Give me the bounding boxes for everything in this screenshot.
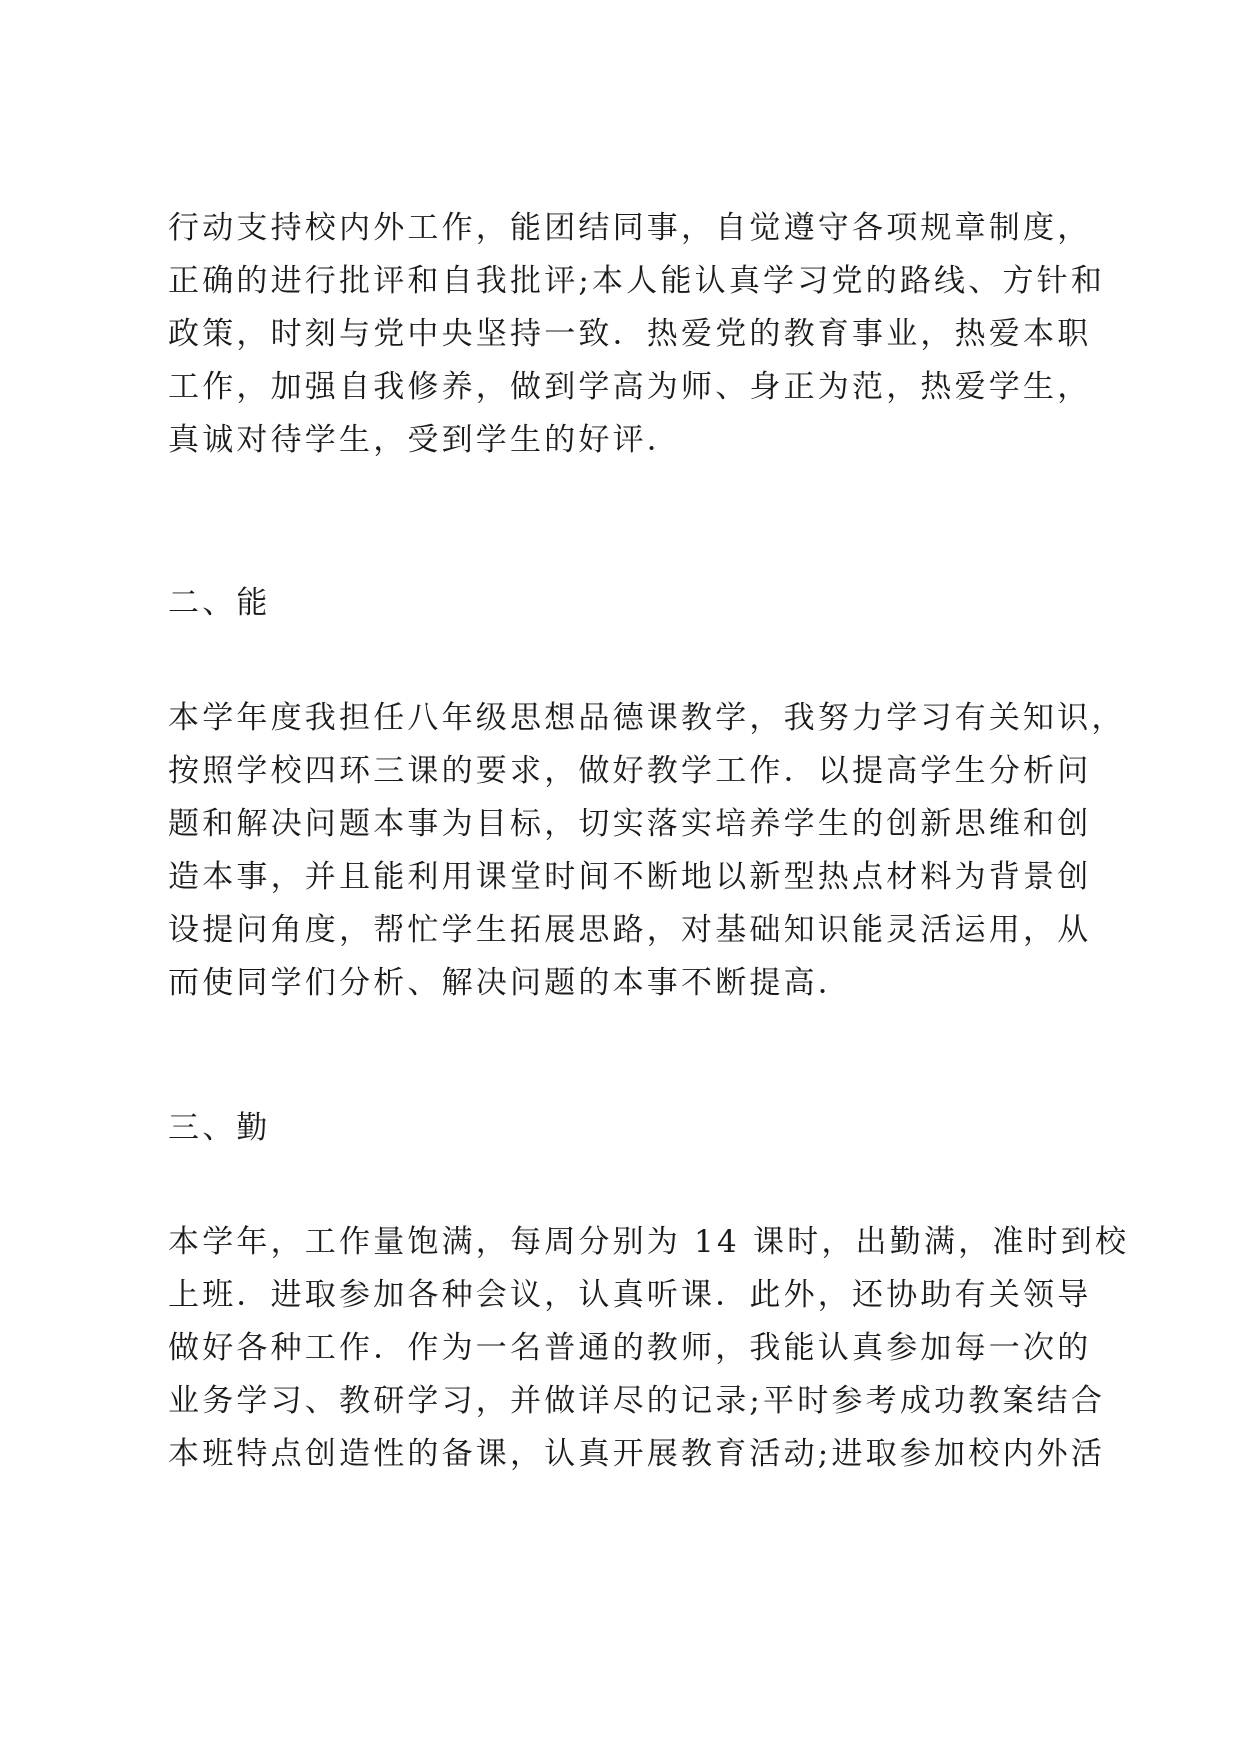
paragraph-2-line-5: 设提问角度，帮忙学生拓展思路，对基础知识能灵活运用，从 — [168, 912, 1092, 948]
paragraph-2-line-2: 按照学校四环三课的要求，做好教学工作．以提高学生分析问 — [168, 753, 1092, 789]
paragraph-1-line-2: 正确的进行批评和自我批评;本人能认真学习党的路线、方针和 — [168, 263, 1106, 299]
paragraph-1-line-3: 政策，时刻与党中央坚持一致．热爱党的教育事业，热爱本职 — [168, 316, 1092, 352]
paragraph-3-line-4: 业务学习、教研学习，并做详尽的记录;平时参考成功教案结合 — [168, 1383, 1106, 1419]
paragraph-3-line-1: 本学年，工作量饱满，每周分别为 14 课时，出勤满，准时到校 — [168, 1224, 1130, 1260]
paragraph-1-line-4: 工作，加强自我修养，做到学高为师、身正为范，热爱学生， — [168, 369, 1092, 405]
paragraph-1-line-5: 真诚对待学生，受到学生的好评． — [168, 422, 681, 458]
paragraph-2-line-4: 造本事，并且能利用课堂时间不断地以新型热点材料为背景创 — [168, 859, 1092, 895]
paragraph-3-line-2: 上班．进取参加各种会议，认真听课．此外，还协助有关领导 — [168, 1277, 1092, 1313]
paragraph-2-line-3: 题和解决问题本事为目标，切实落实培养学生的创新思维和创 — [168, 806, 1092, 842]
paragraph-2-line-1: 本学年度我担任八年级思想品德课教学，我努力学习有关知识， — [168, 700, 1126, 736]
paragraph-2-line-6: 而使同学们分析、解决问题的本事不断提高． — [168, 965, 852, 1001]
paragraph-3-line-3: 做好各种工作．作为一名普通的教师，我能认真参加每一次的 — [168, 1330, 1092, 1366]
paragraph-3-line-5: 本班特点创造性的备课，认真开展教育活动;进取参加校内外活 — [168, 1436, 1106, 1472]
paragraph-1-line-1: 行动支持校内外工作，能团结同事，自觉遵守各项规章制度， — [168, 210, 1092, 246]
section-heading-2: 二、能 — [168, 585, 271, 621]
section-heading-3: 三、勤 — [168, 1110, 271, 1146]
